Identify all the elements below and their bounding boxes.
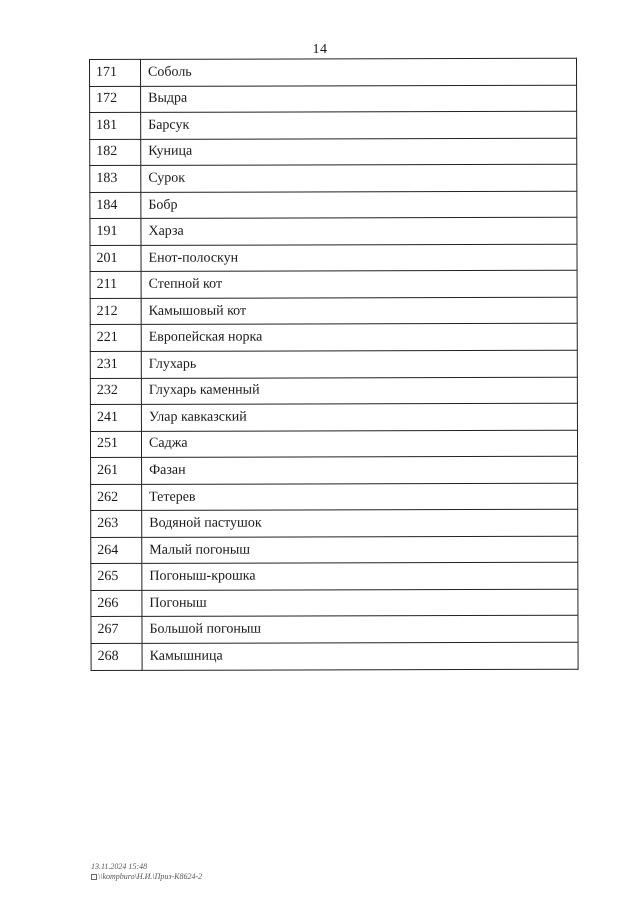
table-row [90,324,577,352]
row-code: 191 [90,219,141,246]
row-species-name: Куница [141,138,577,166]
row-code: 182 [90,139,141,166]
row-code: 268 [91,643,142,670]
row-code: 251 [90,431,141,458]
row-code: 262 [91,484,142,511]
row-species-name: Большой погоныш [142,616,578,644]
row-code: 265 [91,564,142,591]
row-species-name: Соболь [141,58,577,86]
row-code: 172 [90,86,141,113]
row-code: 231 [90,351,141,378]
row-code: 266 [91,590,142,617]
table-row [91,483,578,511]
table-row [90,218,577,246]
table-row [90,271,577,299]
table-row [90,191,577,219]
table-row [91,616,578,644]
row-species-name: Тетерев [142,483,578,511]
table-row [91,536,578,564]
row-species-name: Харза [141,218,577,246]
row-code: 184 [90,192,141,219]
species-table-body [90,58,579,670]
page-number: 14 [312,42,328,57]
row-code: 221 [90,325,141,352]
row-species-name: Водяной пастушок [142,510,578,538]
row-species-name: Европейская норка [141,324,577,352]
row-code: 241 [90,404,141,431]
table-row [90,403,577,431]
table-row [90,350,577,378]
row-species-name: Камышница [142,642,578,670]
row-species-name: Сурок [141,164,577,192]
row-code: 261 [91,458,142,485]
table-row [90,244,577,272]
table-row [90,111,577,139]
table-row [90,58,577,86]
table-row [91,589,578,617]
table-row [90,138,577,166]
row-code: 212 [90,298,141,325]
table-row [90,377,577,405]
row-code: 183 [90,166,141,193]
row-code: 211 [90,272,141,299]
row-species-name: Малый погоныш [142,536,578,564]
row-code: 201 [90,245,141,272]
table-row [91,510,578,538]
document-footer [91,862,202,882]
row-species-name: Глухарь каменный [141,377,577,405]
species-table [89,58,579,671]
row-species-name: Барсук [141,111,577,139]
table-row [90,297,577,325]
table-row [90,85,577,113]
footer-file-path: \\kompburo\Н.И.\Приз-К8624-2 [98,872,203,881]
row-code: 232 [90,378,141,405]
row-species-name: Бобр [141,191,577,219]
table-row [91,563,578,591]
row-species-name: Погоныш-крошка [142,563,578,591]
row-species-name: Глухарь [141,350,577,378]
row-code: 171 [90,59,141,86]
table-row [91,642,578,670]
row-species-name: Погоныш [142,589,578,617]
table-row [90,164,577,192]
footer-timestamp: 13.11.2024 15:48 [91,862,148,871]
row-species-name: Степной кот [141,271,577,299]
row-code: 264 [91,537,142,564]
row-code: 267 [91,617,142,644]
row-species-name: Фазан [142,456,578,484]
row-species-name: Енот-полоскун [141,244,577,272]
row-species-name: Камышовый кот [141,297,577,325]
document-icon [91,874,97,880]
row-species-name: Выдра [141,85,577,113]
row-species-name: Улар кавказский [141,403,577,431]
row-code: 263 [91,511,142,538]
table-row [90,430,577,458]
table-row [91,456,578,484]
row-species-name: Саджа [141,430,577,458]
row-code: 181 [90,112,141,139]
footer-file-line [91,872,202,882]
